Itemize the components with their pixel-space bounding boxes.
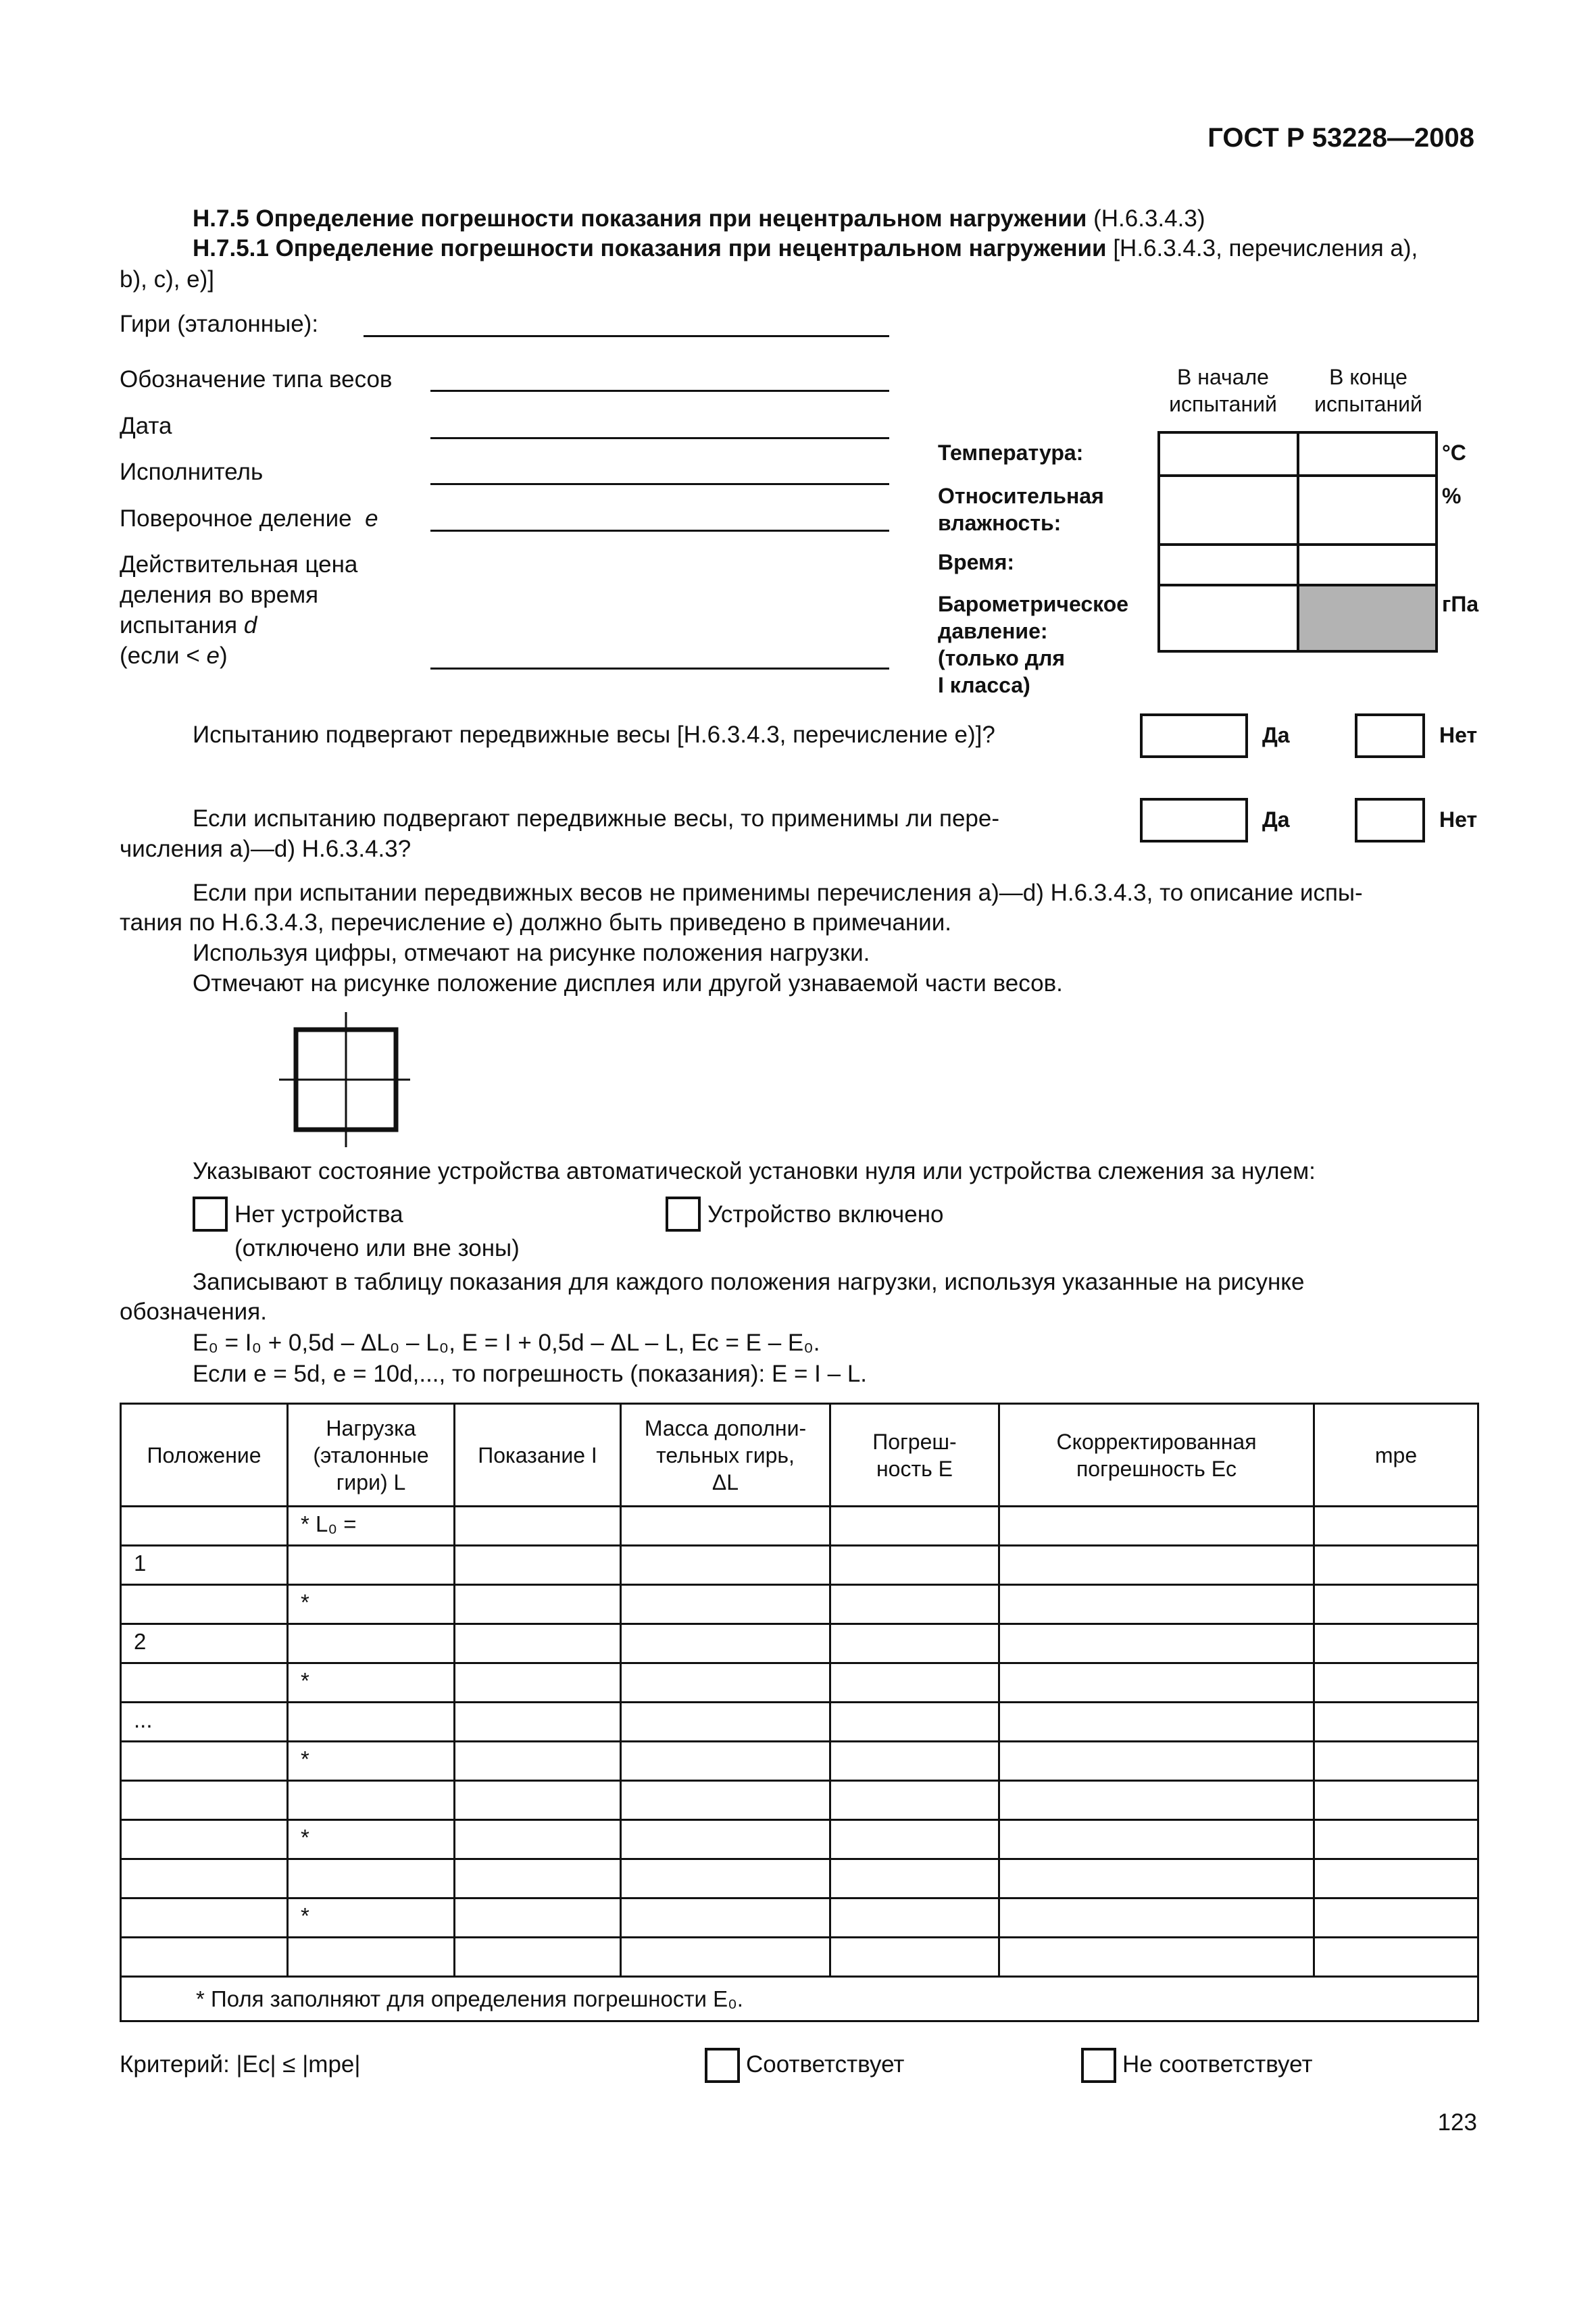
actual-division-label-2: деления во время [120,582,319,608]
note-p1-line1: Если при испытании передвижных весов не применимы перечисления а)—d) Н.6.3.4.3, то описание испы- [193,880,1363,906]
note-p1-line2: тания по Н.6.3.4.3, перечисление е) должно быть приведено в примечании. [120,909,951,936]
cell-corrected-error[interactable] [999,1898,1314,1938]
cell-additional-weights[interactable] [621,1898,830,1938]
cell-error[interactable] [830,1938,999,1977]
cell-error[interactable] [830,1585,999,1624]
subsection-heading-title: Н.7.5.1 Определение погрешности показания при нецентральном нагружении [193,235,1107,261]
cell-mpe[interactable] [1314,1624,1478,1663]
cell-load[interactable] [288,1624,455,1663]
header-mpe [1314,1404,1478,1507]
section-heading-title: Н.7.5 Определение погрешности показания при нецентральном нагружении [193,205,1087,232]
time-label: Время: [938,550,1015,574]
actual-division-label-3 [120,611,257,640]
cell-additional-weights[interactable] [621,1624,830,1663]
cell-position[interactable] [121,1938,288,1977]
env-col-start-header [1149,363,1297,418]
cell-error[interactable] [830,1703,999,1742]
actual-division-text: испытания [120,612,238,638]
cell-load[interactable]: * [288,1663,455,1703]
cell-indication[interactable] [455,1859,621,1898]
section-heading-h7-5-1 [193,234,1418,263]
cell-load[interactable]: * [288,1898,455,1938]
table-row [121,1546,1478,1585]
table-row [121,1585,1478,1624]
cell-indication[interactable] [455,1781,621,1820]
zero-device-on-label: Устройство включено [707,1201,944,1228]
cell-additional-weights[interactable] [621,1703,830,1742]
note-p2: Используя цифры, отмечают на рисунке положения нагрузки. [193,940,870,966]
humidity-start-cell[interactable] [1159,476,1298,545]
time-start-cell[interactable] [1159,545,1298,585]
note-p5-line1: Записывают в таблицу показания для каждого положения нагрузки, используя указанные на рисунке [193,1269,1305,1295]
header-error [830,1404,999,1507]
cell-indication[interactable] [455,1898,621,1938]
actual-division-symbol: d [243,612,257,638]
env-col-start-line2: испытаний [1169,392,1277,416]
criterion-fail-checkbox[interactable] [1081,2048,1116,2083]
cell-mpe[interactable] [1314,1898,1478,1938]
temp-start-cell[interactable] [1159,432,1298,476]
question-applicability-line1: Если испытанию подвергают передвижные весы, то применимы ли пере- [193,805,1000,832]
cell-additional-weights[interactable] [621,1820,830,1859]
humidity-end-cell[interactable] [1298,476,1437,545]
zero-device-off-sublabel: (отключено или вне зоны) [234,1235,520,1261]
table-row [121,1781,1478,1820]
table-row [121,1859,1478,1898]
cell-load[interactable] [288,1703,455,1742]
results-table [120,1403,1479,2022]
cell-corrected-error[interactable] [999,1624,1314,1663]
q1-no-label: Нет [1439,723,1478,747]
cell-position[interactable]: 2 [121,1624,288,1663]
table-footnote-row [121,1977,1478,2021]
header-mpe-line: mpe [1374,1442,1418,1467]
cell-mpe[interactable] [1314,1507,1478,1546]
subsection-heading-continuation: b), с), е)] [120,266,215,293]
environment-table [1157,431,1438,653]
pressure-label-line2: давление: [938,619,1048,643]
cell-additional-weights[interactable] [621,1859,830,1898]
cell-mpe[interactable] [1314,1703,1478,1742]
cell-load[interactable] [288,1938,455,1977]
actual-division-cond-post: ) [219,643,228,669]
cell-additional-weights[interactable] [621,1663,830,1703]
cell-position[interactable] [121,1742,288,1781]
question-applicability-line2: числения а)—d) Н.6.3.4.3? [120,836,412,862]
header-error-line: ность E [876,1456,953,1481]
cell-position[interactable] [121,1898,288,1938]
criterion-pass-checkbox[interactable] [705,2048,740,2083]
temp-unit: °C [1442,441,1466,465]
cell-position[interactable] [121,1859,288,1898]
q2-no-checkbox[interactable] [1355,798,1425,842]
date-field[interactable] [430,437,889,439]
table-row [121,1898,1478,1938]
zero-device-off-checkbox[interactable] [193,1197,228,1232]
cell-corrected-error[interactable] [999,1859,1314,1898]
executor-label: Исполнитель [120,459,264,485]
cell-additional-weights[interactable] [621,1585,830,1624]
time-end-cell[interactable] [1298,545,1437,585]
cell-error[interactable] [830,1507,999,1546]
header-additional-weights [621,1404,830,1507]
cell-mpe[interactable] [1314,1663,1478,1703]
cell-mpe[interactable] [1314,1781,1478,1820]
cell-error[interactable] [830,1624,999,1663]
table-row [121,1507,1478,1546]
cell-position[interactable] [121,1507,288,1546]
actual-division-label-4 [120,641,228,671]
cell-error[interactable] [830,1820,999,1859]
cell-additional-weights[interactable] [621,1742,830,1781]
q1-yes-checkbox[interactable] [1140,713,1248,758]
humidity-label [938,482,1104,536]
cell-position[interactable] [121,1781,288,1820]
cell-additional-weights[interactable] [621,1781,830,1820]
env-col-start-line1: В начале [1177,365,1269,389]
header-additional-weights-line: ΔL [712,1469,739,1494]
q2-no-label: Нет [1439,807,1478,832]
formula-error-condition: Если e = 5d, e = 10d,..., то погрешность (показания): E = I – L. [193,1361,868,1387]
env-col-end-line2: испытаний [1314,392,1422,416]
cell-indication[interactable] [455,1742,621,1781]
cell-corrected-error[interactable] [999,1938,1314,1977]
weights-label: Гири (эталонные): [120,311,319,337]
humidity-unit: % [1442,484,1462,508]
q2-yes-checkbox[interactable] [1140,798,1248,842]
humidity-label-line2: влажность: [938,511,1062,535]
cell-load[interactable] [288,1781,455,1820]
q2-yes-label: Да [1262,807,1290,832]
cell-load[interactable]: * L₀ = [288,1507,455,1546]
note-p5-line2: обозначения. [120,1299,267,1325]
q1-no-checkbox[interactable] [1355,713,1425,758]
table-row [121,1820,1478,1859]
cell-corrected-error[interactable] [999,1742,1314,1781]
question-mobile-scales: Испытанию подвергают передвижные весы [Н.6.3.4.3, перечисление е)]? [193,722,995,748]
cell-indication[interactable] [455,1507,621,1546]
cell-error[interactable] [830,1781,999,1820]
load-position-diagram[interactable] [274,1012,416,1147]
cell-error[interactable] [830,1546,999,1585]
header-error-line: Погреш- [872,1429,957,1454]
cell-mpe[interactable] [1314,1585,1478,1624]
cell-position[interactable] [121,1663,288,1703]
cell-indication[interactable] [455,1663,621,1703]
header-load-line: (эталонные [313,1442,429,1467]
cell-error[interactable] [830,1663,999,1703]
criterion-label: Критерий: |Ec| ≤ |mpe| [120,2051,361,2078]
cell-position[interactable]: ... [121,1703,288,1742]
header-corrected-error [999,1404,1314,1507]
env-col-end-header [1294,363,1443,418]
header-load [288,1404,455,1507]
cell-load[interactable]: * [288,1820,455,1859]
cell-indication[interactable] [455,1938,621,1977]
header-corrected-error-line: погрешность Ec [1076,1456,1237,1481]
section-heading-h7-5 [193,204,1205,234]
header-additional-weights-line: Масса дополни- [644,1415,807,1440]
criterion-pass-label: Соответствует [746,2051,905,2078]
subsection-heading-ref: [Н.6.3.4.3, перечисления а), [1113,235,1418,261]
cell-corrected-error[interactable] [999,1585,1314,1624]
pressure-label-line1: Барометрическое [938,592,1129,616]
formula-error: E₀ = I₀ + 0,5d – ΔL₀ – L₀, E = I + 0,5d – ΔL – L, Ec = E – E₀. [193,1330,820,1356]
cell-additional-weights[interactable] [621,1546,830,1585]
cell-indication[interactable] [455,1820,621,1859]
table-row [121,1703,1478,1742]
pressure-label-line3: (только для [938,646,1065,670]
table-row [121,1624,1478,1663]
pressure-label [938,590,1128,699]
table-row [121,1742,1478,1781]
temp-end-cell[interactable] [1298,432,1437,476]
verification-division-label [120,504,378,534]
q1-yes-label: Да [1262,723,1290,747]
date-label: Дата [120,413,172,439]
cell-indication[interactable] [455,1703,621,1742]
cell-additional-weights[interactable] [621,1507,830,1546]
scale-type-label: Обозначение типа весов [120,366,393,393]
header-additional-weights-line: тельных гирь, [656,1442,795,1467]
cell-error[interactable] [830,1898,999,1938]
cell-corrected-error[interactable] [999,1820,1314,1859]
section-heading-ref: (Н.6.3.4.3) [1093,205,1205,232]
header-load-line: гири) L [336,1469,406,1494]
scale-type-field[interactable] [430,390,889,392]
cell-corrected-error[interactable] [999,1703,1314,1742]
page-number: 123 [1437,2109,1477,2136]
table-row [121,1663,1478,1703]
cell-mpe[interactable] [1314,1820,1478,1859]
actual-division-cond-symbol: e [206,643,220,669]
actual-division-label-1: Действительная цена [120,551,358,578]
header-indication [455,1404,621,1507]
header-position [121,1404,288,1507]
table-row [121,1938,1478,1977]
pressure-unit: гПа [1442,592,1479,616]
cell-load[interactable] [288,1546,455,1585]
cell-indication[interactable] [455,1624,621,1663]
criterion-fail-label: Не соответствует [1122,2051,1313,2078]
verification-division-text: Поверочное деление [120,505,352,532]
cell-indication[interactable] [455,1546,621,1585]
cell-mpe[interactable] [1314,1859,1478,1898]
header-position-line: Положение [147,1442,261,1467]
verification-division-symbol: e [365,505,378,532]
cell-position[interactable] [121,1585,288,1624]
cell-corrected-error[interactable] [999,1507,1314,1546]
weights-field[interactable] [364,335,889,337]
table-header-row [121,1404,1478,1507]
note-p3: Отмечают на рисунке положение дисплея или другой узнаваемой части весов. [193,970,1063,997]
actual-division-cond-pre: (если < [120,643,200,669]
zero-device-off-label: Нет устройства [234,1201,403,1228]
pressure-end-cell-shaded [1298,585,1437,651]
cell-position[interactable] [121,1820,288,1859]
cell-load[interactable]: * [288,1585,455,1624]
executor-field[interactable] [430,483,889,485]
cell-load[interactable]: * [288,1742,455,1781]
header-corrected-error-line: Скорректированная [1056,1429,1257,1454]
cell-error[interactable] [830,1742,999,1781]
header-indication-line: Показание I [478,1442,597,1467]
pressure-label-line4: I класса) [938,673,1030,697]
cell-mpe[interactable] [1314,1546,1478,1585]
header-load-line: Нагрузка [326,1415,416,1440]
table-footnote: * Поля заполняют для определения погрешности E₀. [121,1977,1478,2021]
actual-division-field[interactable] [430,668,889,670]
cell-load[interactable] [288,1859,455,1898]
cell-additional-weights[interactable] [621,1938,830,1977]
document-standard-number: ГОСТ Р 53228—2008 [1207,123,1474,153]
temp-label: Температура: [938,441,1084,465]
verification-division-field[interactable] [430,530,889,532]
note-p4: Указывают состояние устройства автоматической установки нуля или устройства слежения за нулем: [193,1158,1316,1184]
cell-error[interactable] [830,1859,999,1898]
cell-corrected-error[interactable] [999,1546,1314,1585]
humidity-label-line1: Относительная [938,484,1104,508]
env-col-end-line1: В конце [1329,365,1407,389]
cell-mpe[interactable] [1314,1742,1478,1781]
zero-device-on-checkbox[interactable] [666,1197,701,1232]
cell-indication[interactable] [455,1585,621,1624]
cell-corrected-error[interactable] [999,1663,1314,1703]
pressure-start-cell[interactable] [1159,585,1298,651]
cell-position[interactable]: 1 [121,1546,288,1585]
cell-mpe[interactable] [1314,1938,1478,1977]
table-body [121,1507,1478,1977]
cell-corrected-error[interactable] [999,1781,1314,1820]
